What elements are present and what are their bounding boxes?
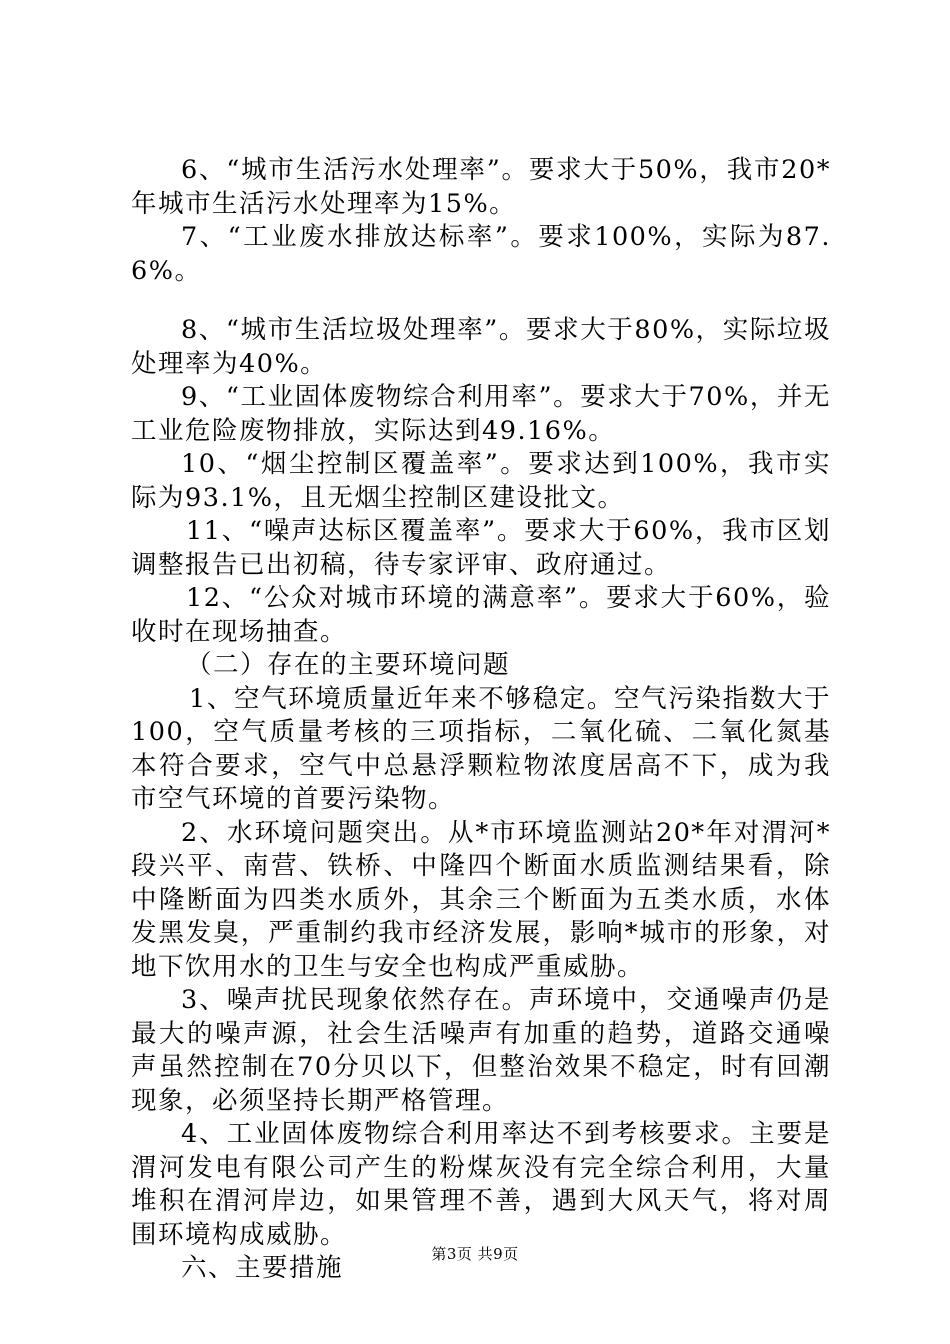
paragraph-item-9: 9、“工业固体废物综合利用率”。要求大于70%，并无工业危险废物排放，实际达到49.16%。 — [131, 382, 831, 446]
issue-paragraph-water: 2、水环境问题突出。从*市环境监测站20*年对渭河*段兴平、南营、铁桥、中隆四个断面水质监测结果看，除中隆断面为四类水质外，其余三个断面为五类水质，水体发黑发臭，严重制约我市经济发展，影响*城市的形象，对地下饮用水的卫生与安全也构成严重威胁。 — [131, 817, 831, 982]
issue-paragraph-noise: 3、噪声扰民现象依然存在。声环境中，交通噪声仍是最大的噪声源，社会生活噪声有加重的趋势，道路交通噪声虽然控制在70分贝以下，但整治效果不稳定，时有回潮现象，必须坚持长期严格管理。 — [131, 985, 831, 1116]
section-heading-issues: （二）存在的主要环境问题 — [186, 650, 511, 680]
paragraph-item-10: 10、“烟尘控制区覆盖率”。要求达到100%，我市实际为93.1%，且无烟尘控制区建设批文。 — [131, 449, 831, 513]
paragraph-item-6: 6、“城市生活污水处理率”。要求大于50%，我市20*年城市生活污水处理率为15%。 — [131, 155, 831, 219]
paragraph-item-8: 8、“城市生活垃圾处理率”。要求大于80%，实际垃圾处理率为40%。 — [131, 315, 831, 379]
issue-paragraph-solid-waste: 4、工业固体废物综合利用率达不到考核要求。主要是渭河发电有限公司产生的粉煤灰没有完全综合利用，大量堆积在渭河岸边，如果管理不善，遇到大风天气，将对周围环境构成威胁。 — [131, 1119, 831, 1250]
issue-paragraph-air: 1、空气环境质量近年来不够稳定。空气污染指数大于100，空气质量考核的三项指标，二氧化硫、二氧化氮基本符合要求，空气中总悬浮颗粒物浓度居高不下，成为我市空气环境的首要污染物。 — [131, 683, 831, 814]
page-footer: 第3页 共9页 — [431, 1245, 519, 1263]
paragraph-item-11: 11、“噪声达标区覆盖率”。要求大于60%，我市区划调整报告已出初稿，待专家评审、政府通过。 — [131, 516, 831, 580]
paragraph-item-7: 7、“工业废水排放达标率”。要求100%，实际为87.6%。 — [131, 222, 831, 286]
paragraph-gap — [131, 288, 831, 314]
document-body — [131, 154, 831, 1286]
paragraph-item-12: 12、“公众对城市环境的满意率”。要求大于60%，验收时在现场抽查。 — [131, 583, 831, 647]
section-heading-measures: 六、主要措施 — [181, 1253, 344, 1283]
